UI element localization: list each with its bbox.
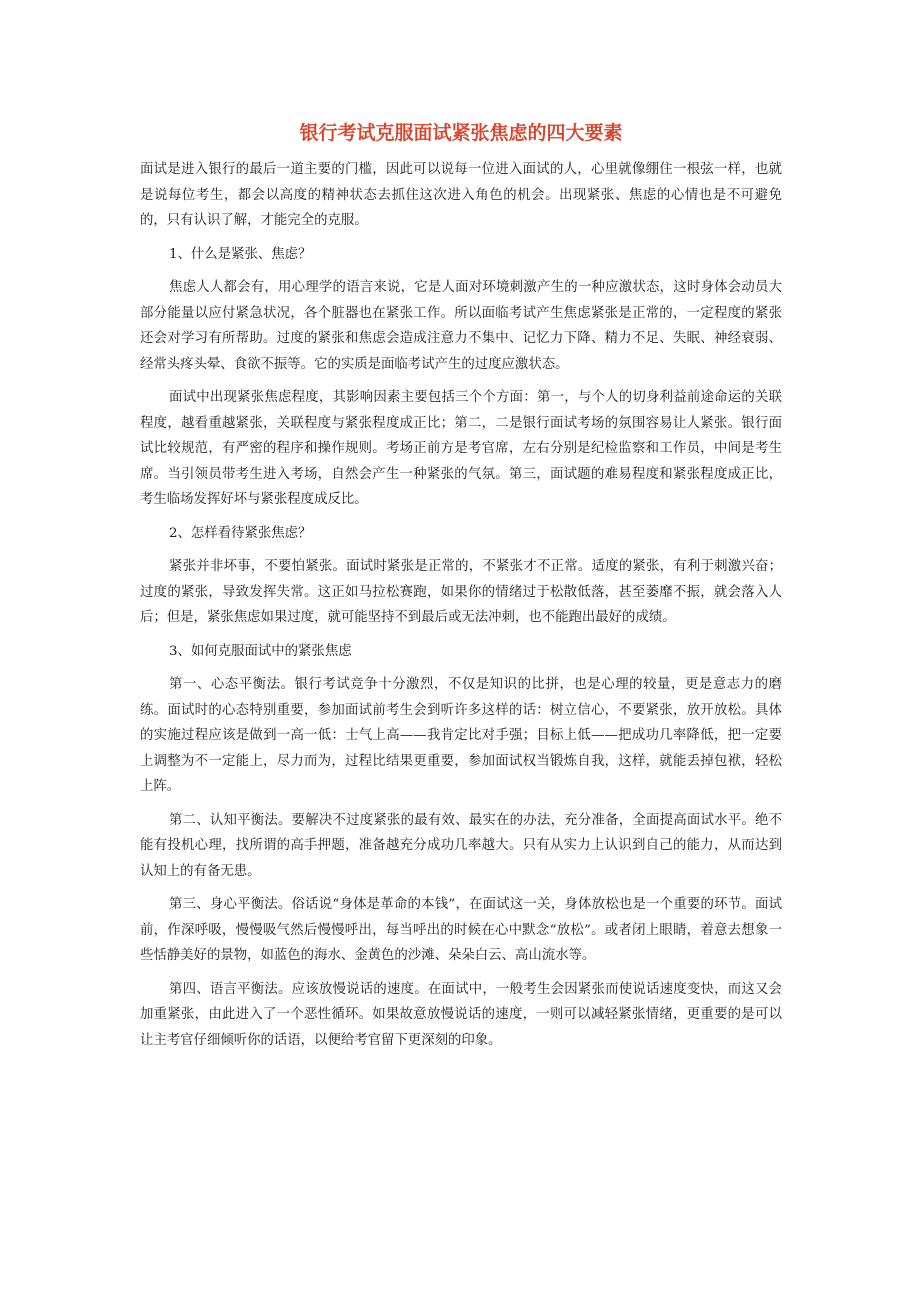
section-1-paragraph-1: 焦虑人人都会有，用心理学的语言来说，它是人面对环境刺激产生的一种应激状态，这时身体会动员大部分能量以应付紧急状况，各个脏器也在紧张工作。所以面临考试产生焦虑紧张是正常的，一定程度的紧张还会对学习有所帮助。过度的紧张和焦虑会造成注意力不集中、记忆力下降、精力不足、失眠、神经衰弱、经常头疼头晕、食欲不振等。它的实质是面临考试产生的过度应激状态。 [140, 280, 782, 372]
section-3-paragraph-1: 第一、心态平衡法。银行考试竞争十分激烈，不仅是知识的比拼，也是心理的较量，更是意志力的磨练。面试时的心态特别重要，参加面试前考生会到听许多这样的话：树立信心，不要紧张，放开放松。具体的实施过程应该是做到一高一低：士气上高——我肯定比对手强；目标上低——把成功几率降低，把一定要上调整为不一定能上，尽力而为，过程比结果更重要，参加面试权当锻炼自我，这样，就能丢掉包袱，轻松上阵。 [140, 677, 782, 794]
section-2-paragraph-1: 紧张并非坏事，不要怕紧张。面试时紧张是正常的，不紧张才不正常。适度的紧张，有利于刺激兴奋；过度的紧张，导致发挥失常。这正如马拉松赛跑，如果你的情绪过于松散低落，甚至萎靡不振，就会落入人后；但是，紧张焦虑如果过度，就可能坚持不到最后或无法冲刺，也不能跑出最好的成绩。 [140, 559, 782, 625]
section-1-heading: 1、什么是紧张、焦虑？ [169, 246, 312, 262]
document-title: 银行考试克服面试紧张焦虑的四大要素 [299, 122, 623, 144]
section-3-paragraph-2: 第二、认知平衡法。要解决不过度紧张的最有效、最实在的办法，充分准备，全面提高面试水平。绝不能有投机心理，找所谓的高手押题，准备越充分成功几率越大。只有从实力上认识到自己的能力，从而达到认知上的有备无患。 [140, 812, 782, 879]
intro-paragraph: 面试是进入银行的最后一道主要的门槛，因此可以说每一位进入面试的人，心里就像绷住一根弦一样，也就是说每位考生，都会以高度的精神状态去抓住这次进入角色的机会。出现紧张、焦虑的心情也是不可避免的，只有认识了解，才能完全的克服。 [140, 162, 782, 228]
document-body [140, 157, 782, 1053]
section-2-heading: 2、怎样看待紧张焦虑？ [169, 525, 312, 541]
section-3-paragraph-3: 第三、身心平衡法。俗话说“身体是革命的本钱”，在面试这一关，身体放松也是一个重要的环节。面试前，作深呼吸，慢慢吸气然后慢慢呼出，每当呼出的时候在心中默念“放松”。或者闭上眼睛，着意去想象一些恬静美好的景物，如蓝色的海水、金黄色的沙滩、朵朵白云、高山流水等。 [140, 897, 782, 963]
section-3-paragraph-4: 第四、语言平衡法。应该放慢说话的速度。在面试中，一般考生会因紧张而使说话速度变快，而这又会加重紧张，由此进入了一个恶性循环。如果故意放慢说话的速度，一则可以减轻紧张情绪，更重要的是可以让主考官仔细倾听你的话语，以便给考官留下更深刻的印象。 [140, 981, 782, 1048]
section-1-paragraph-2: 面试中出现紧张焦虑程度，其影响因素主要包括三个个方面：第一，与个人的切身利益前途命运的关联程度，越看重越紧张，关联程度与紧张程度成正比；第二，二是银行面试考场的氛围容易让人紧张。银行面试比较规范，有严密的程序和操作规则。考场正前方是考官席，左右分别是纪检监察和工作员，中间是考生席。当引领员带考生进入考场，自然会产生一种紧张的气氛。第三，面试题的难易程度和紧张程度成正比，考生临场发挥好坏与紧张程度成反比。 [140, 390, 782, 507]
section-3-heading: 3、如何克服面试中的紧张焦虑 [169, 643, 352, 659]
